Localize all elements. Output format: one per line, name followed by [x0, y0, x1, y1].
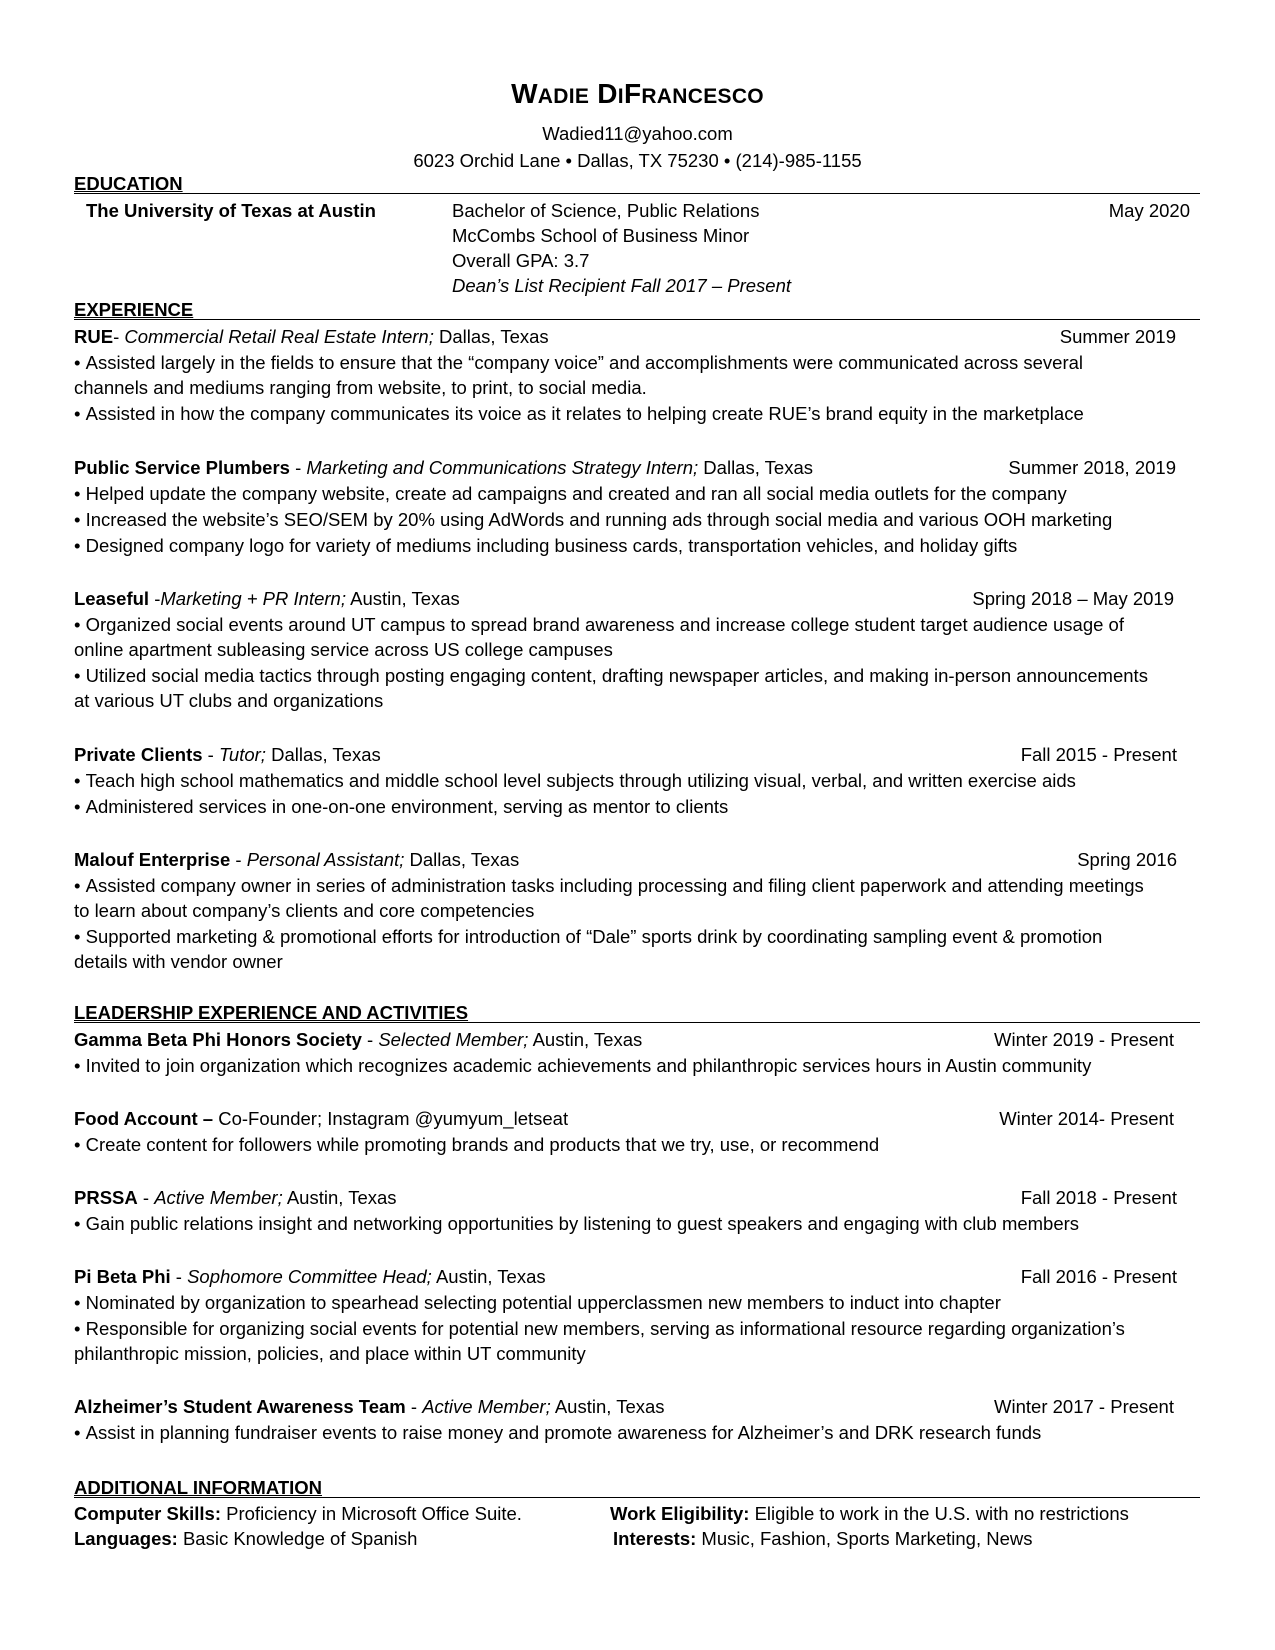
job-bullet: • Teach high school mathematics and middle school level subjects through utilizing visual, verbal, and written exercise aids — [74, 769, 1076, 793]
job-bullet: • Increased the website’s SEO/SEM by 20% using AdWords and running ads through social media and various OOH marketing — [74, 508, 1112, 532]
activity-heading: Alzheimer’s Student Awareness Team - Active Member; Austin, Texas — [74, 1396, 665, 1417]
job-bullet: • Assisted company owner in series of administration tasks including processing and filing client paperwork and attending meetings — [74, 874, 1144, 898]
activity-bullet: • Responsible for organizing social events for potential new members, serving as informational resource regarding organization’s — [74, 1317, 1125, 1341]
job-bullet-continued: online apartment subleasing service across US college campuses — [74, 639, 613, 660]
job-date: Spring 2018 – May 2019 — [972, 588, 1174, 609]
work-eligibility: Work Eligibility: Eligible to work in the U.S. with no restrictions — [610, 1503, 1129, 1524]
divider — [74, 1022, 1200, 1023]
section-title-education: EDUCATION — [74, 173, 183, 194]
computer-skills: Computer Skills: Proficiency in Microsoft Office Suite. — [74, 1503, 522, 1524]
job-date: Fall 2015 - Present — [1020, 744, 1177, 765]
activity-heading: Pi Beta Phi - Sophomore Committee Head; Austin, Texas — [74, 1266, 546, 1287]
resume-name: WADIE DIFRANCESCO — [511, 78, 764, 109]
job-bullet: • Supported marketing & promotional efforts for introduction of “Dale” sports drink by coordinating sampling event & promotion — [74, 925, 1102, 949]
section-title-additional: ADDITIONAL INFORMATION — [74, 1477, 323, 1498]
school-name: The University of Texas at Austin — [86, 200, 376, 221]
education-detail: McCombs School of Business Minor — [452, 225, 750, 246]
job-heading: Private Clients - Tutor; Dallas, Texas — [74, 744, 381, 765]
divider — [74, 193, 1200, 194]
job-bullet: • Designed company logo for variety of mediums including business cards, transportation vehicles, and holiday gifts — [74, 534, 1017, 558]
job-heading: Public Service Plumbers - Marketing and Communications Strategy Intern; Dallas, Texas — [74, 457, 813, 478]
job-bullet: • Utilized social media tactics through posting engaging content, drafting newspaper articles, and making in-person announcements — [74, 664, 1148, 688]
activity-date: Winter 2017 - Present — [994, 1396, 1174, 1417]
job-bullet-continued: channels and mediums ranging from website, to print, to social media. — [74, 377, 647, 398]
address-line: 6023 Orchid Lane • Dallas, TX 75230 • (214)-985-1155 — [413, 150, 862, 171]
activity-bullet: • Nominated by organization to spearhead selecting potential upperclassmen new members to induct into chapter — [74, 1291, 1001, 1315]
job-date: Summer 2018, 2019 — [1008, 457, 1176, 478]
job-bullet: • Administered services in one-on-one environment, serving as mentor to clients — [74, 795, 728, 819]
job-heading: Leaseful -Marketing + PR Intern; Austin, Texas — [74, 588, 460, 609]
job-bullet: • Assisted in how the company communicates its voice as it relates to helping create RUE’s brand equity in the marketplace — [74, 402, 1084, 426]
job-heading: Malouf Enterprise - Personal Assistant; Dallas, Texas — [74, 849, 520, 870]
activity-heading: Food Account – Co-Founder; Instagram @yumyum_letseat — [74, 1108, 569, 1129]
activity-bullet: • Assist in planning fundraiser events to raise money and promote awareness for Alzheimer’s and DRK research funds — [74, 1421, 1041, 1445]
activity-bullet-continued: philanthropic mission, policies, and place within UT community — [74, 1343, 586, 1364]
job-bullet-continued: to learn about company’s clients and core competencies — [74, 900, 535, 921]
divider — [74, 1497, 1200, 1498]
activity-heading: Gamma Beta Phi Honors Society - Selected Member; Austin, Texas — [74, 1029, 643, 1050]
activity-bullet: • Invited to join organization which recognizes academic achievements and philanthropic services hours in Austin community — [74, 1054, 1091, 1078]
job-bullet: • Organized social events around UT campus to spread brand awareness and increase college student target audience usage of — [74, 613, 1124, 637]
job-bullet: • Assisted largely in the fields to ensure that the “company voice” and accomplishments were communicated across several — [74, 351, 1083, 375]
activity-bullet: • Create content for followers while promoting brands and products that we try, use, or recommend — [74, 1133, 879, 1157]
interests: Interests: Music, Fashion, Sports Marketing, News — [613, 1528, 1033, 1549]
education-date: May 2020 — [1108, 200, 1190, 221]
job-bullet-continued: details with vendor owner — [74, 951, 283, 972]
activity-heading: PRSSA - Active Member; Austin, Texas — [74, 1187, 397, 1208]
section-title-leadership: LEADERSHIP EXPERIENCE AND ACTIVITIES — [74, 1002, 469, 1023]
job-date: Summer 2019 — [1059, 326, 1176, 347]
section-title-experience: EXPERIENCE — [74, 299, 194, 320]
email: Wadied11@yahoo.com — [542, 123, 733, 144]
education-detail: Bachelor of Science, Public Relations — [452, 200, 760, 221]
job-heading: RUE- Commercial Retail Real Estate Intern; Dallas, Texas — [74, 326, 549, 347]
job-bullet: • Helped update the company website, create ad campaigns and created and ran all social media outlets for the company — [74, 482, 1067, 506]
divider — [74, 319, 1200, 320]
activity-date: Fall 2016 - Present — [1020, 1266, 1177, 1287]
languages: Languages: Basic Knowledge of Spanish — [74, 1528, 418, 1549]
education-detail: Overall GPA: 3.7 — [452, 250, 590, 271]
activity-date: Winter 2014- Present — [999, 1108, 1174, 1129]
job-bullet-continued: at various UT clubs and organizations — [74, 690, 384, 711]
job-date: Spring 2016 — [1077, 849, 1177, 870]
activity-date: Fall 2018 - Present — [1020, 1187, 1177, 1208]
activity-date: Winter 2019 - Present — [994, 1029, 1174, 1050]
education-honor: Dean’s List Recipient Fall 2017 – Present — [452, 275, 792, 296]
activity-bullet: • Gain public relations insight and networking opportunities by listening to guest speakers and engaging with club members — [74, 1212, 1079, 1236]
